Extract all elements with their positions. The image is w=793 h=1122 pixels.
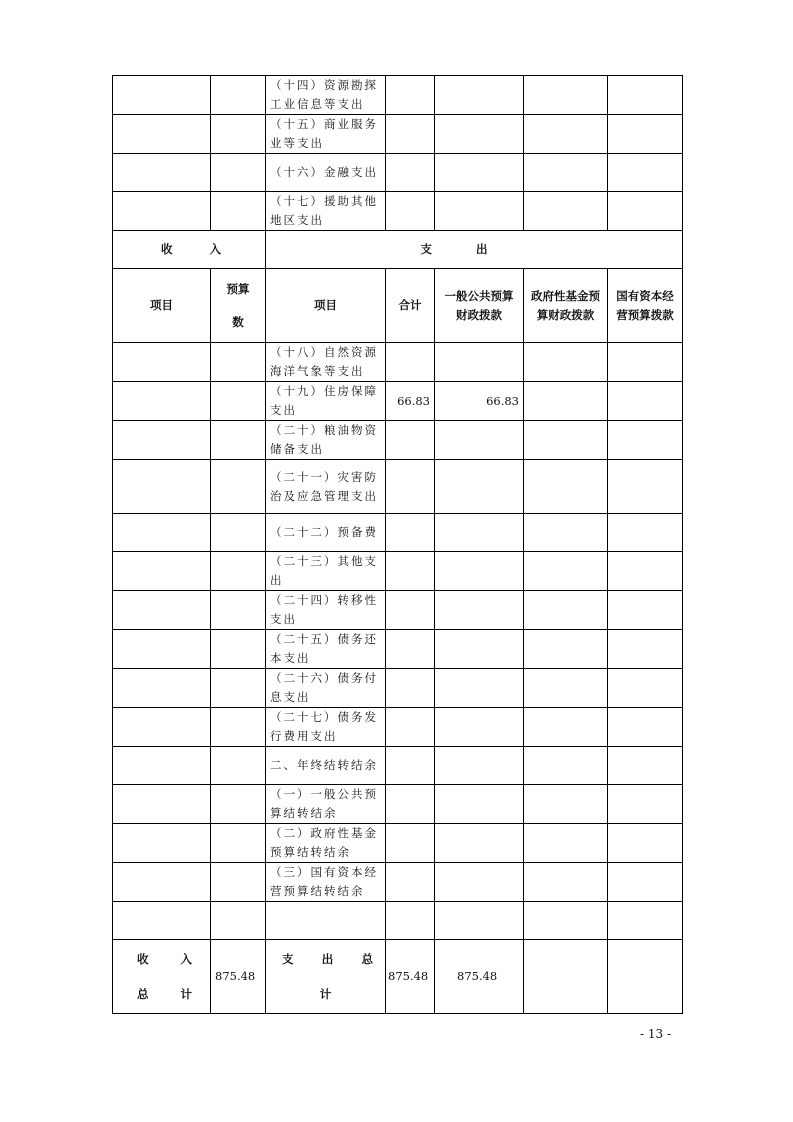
expense-item: 二、年终结转结余 — [266, 747, 386, 785]
col-header-expense-item: 项目 — [266, 269, 386, 343]
expense-general — [435, 115, 524, 154]
table-row — [113, 708, 683, 747]
col-header-budget-line-1: 预算 — [226, 281, 250, 296]
table-row — [113, 863, 683, 902]
expense-general — [435, 747, 524, 785]
expense-general — [435, 552, 524, 591]
expense-total — [386, 669, 435, 708]
expense-total — [386, 630, 435, 669]
expense-total-char-4: 计 — [319, 986, 332, 1001]
expense-total-char-1: 支 — [282, 951, 294, 966]
income-section-char-2: 入 — [209, 242, 221, 256]
col-header-gov-fund: 政府性基金预算财政拨款 — [524, 269, 608, 343]
expense-total — [386, 552, 435, 591]
table-row — [113, 514, 683, 552]
expense-general — [435, 708, 524, 747]
expense-item: （十九）住房保障支出 — [266, 382, 386, 421]
expense-item: （十四）资源勘探工业信息等支出 — [266, 76, 386, 115]
expense-general — [435, 902, 524, 940]
table-row — [113, 669, 683, 708]
section-header — [113, 231, 683, 343]
income-total-char-4: 计 — [180, 986, 192, 1001]
expense-general — [435, 460, 524, 514]
expense-total — [386, 514, 435, 552]
expense-general — [435, 343, 524, 382]
col-header-total: 合计 — [386, 269, 435, 343]
column-header-row — [113, 269, 683, 343]
expense-item: （十六）金融支出 — [266, 154, 386, 192]
expense-general — [435, 76, 524, 115]
table-row — [113, 154, 683, 192]
table-row — [113, 192, 683, 231]
expense-item: （十八）自然资源海洋气象等支出 — [266, 343, 386, 382]
table-row — [113, 591, 683, 630]
income-total-value: 875.48 — [211, 940, 266, 1014]
expense-total — [386, 76, 435, 115]
expense-general — [435, 514, 524, 552]
bottom-rows — [113, 343, 683, 940]
expense-item: （二十二）预备费 — [266, 514, 386, 552]
expense-total — [386, 343, 435, 382]
expense-total — [386, 785, 435, 824]
table-row — [113, 115, 683, 154]
table-row — [113, 343, 683, 382]
income-total-char-3: 总 — [137, 986, 149, 1001]
page-number: - 13 - — [640, 1027, 672, 1041]
expense-item: （二十五）债务还本支出 — [266, 630, 386, 669]
expense-total: 66.83 — [386, 382, 435, 421]
expense-total — [386, 902, 435, 940]
expense-total — [386, 192, 435, 231]
expense-total — [386, 708, 435, 747]
table-row — [113, 747, 683, 785]
expense-total-label — [266, 940, 386, 1014]
expense-total — [386, 824, 435, 863]
expense-general — [435, 192, 524, 231]
budget-table — [112, 75, 683, 1014]
expense-section-char-2: 出 — [476, 242, 488, 256]
income-section-char-1: 收 — [161, 242, 173, 256]
table-row — [113, 460, 683, 514]
expense-general-sum: 875.48 — [435, 940, 524, 1014]
expense-total — [386, 421, 435, 460]
expense-section-label — [266, 231, 683, 269]
income-total-char-1: 收 — [137, 951, 149, 966]
expense-item: （一）一般公共预算结转结余 — [266, 785, 386, 824]
expense-item: （二）政府性基金预算结转结余 — [266, 824, 386, 863]
expense-section-char-1: 支 — [420, 242, 432, 256]
col-header-budget-line-2: 数 — [232, 314, 244, 329]
col-header-budget — [211, 269, 266, 343]
expense-item: （二十一）灾害防治及应急管理支出 — [266, 460, 386, 514]
expense-total-char-2: 出 — [321, 951, 334, 966]
table-row — [113, 824, 683, 863]
expense-total — [386, 154, 435, 192]
expense-general — [435, 421, 524, 460]
expense-total — [386, 863, 435, 902]
expense-total-char-3: 总 — [361, 951, 373, 966]
expense-general — [435, 591, 524, 630]
expense-item: （二十四）转移性支出 — [266, 591, 386, 630]
expense-general — [435, 863, 524, 902]
expense-item: （三）国有资本经营预算结转结余 — [266, 863, 386, 902]
expense-item: （二十三）其他支出 — [266, 552, 386, 591]
expense-total — [386, 115, 435, 154]
expense-general — [435, 785, 524, 824]
col-header-item: 项目 — [113, 269, 211, 343]
expense-item: （二十六）债务付息支出 — [266, 669, 386, 708]
table-row — [113, 382, 683, 421]
col-header-general-budget: 一般公共预算财政拨款 — [435, 269, 524, 343]
table-row — [113, 630, 683, 669]
income-total-char-2: 入 — [180, 951, 192, 966]
income-section-label — [113, 231, 266, 269]
expense-general: 66.83 — [435, 382, 524, 421]
expense-total-sum: 875.48 — [386, 940, 435, 1014]
expense-total — [386, 460, 435, 514]
expense-general — [435, 630, 524, 669]
totals-section — [113, 940, 683, 1014]
expense-item: （二十）粮油物资储备支出 — [266, 421, 386, 460]
table-row — [113, 76, 683, 115]
expense-total — [386, 591, 435, 630]
expense-item: （十七）援助其他地区支出 — [266, 192, 386, 231]
totals-row — [113, 940, 683, 1014]
expense-item: （二十七）债务发行费用支出 — [266, 708, 386, 747]
table-row — [113, 785, 683, 824]
top-rows — [113, 76, 683, 231]
expense-total — [386, 747, 435, 785]
expense-general — [435, 154, 524, 192]
table-row — [113, 421, 683, 460]
expense-item — [266, 902, 386, 940]
table-row — [113, 902, 683, 940]
expense-general — [435, 669, 524, 708]
income-total-label — [113, 940, 211, 1014]
table-row — [113, 552, 683, 591]
expense-item: （十五）商业服务业等支出 — [266, 115, 386, 154]
section-row — [113, 231, 683, 269]
expense-general — [435, 824, 524, 863]
col-header-state-capital: 国有资本经营预算拨款 — [608, 269, 683, 343]
